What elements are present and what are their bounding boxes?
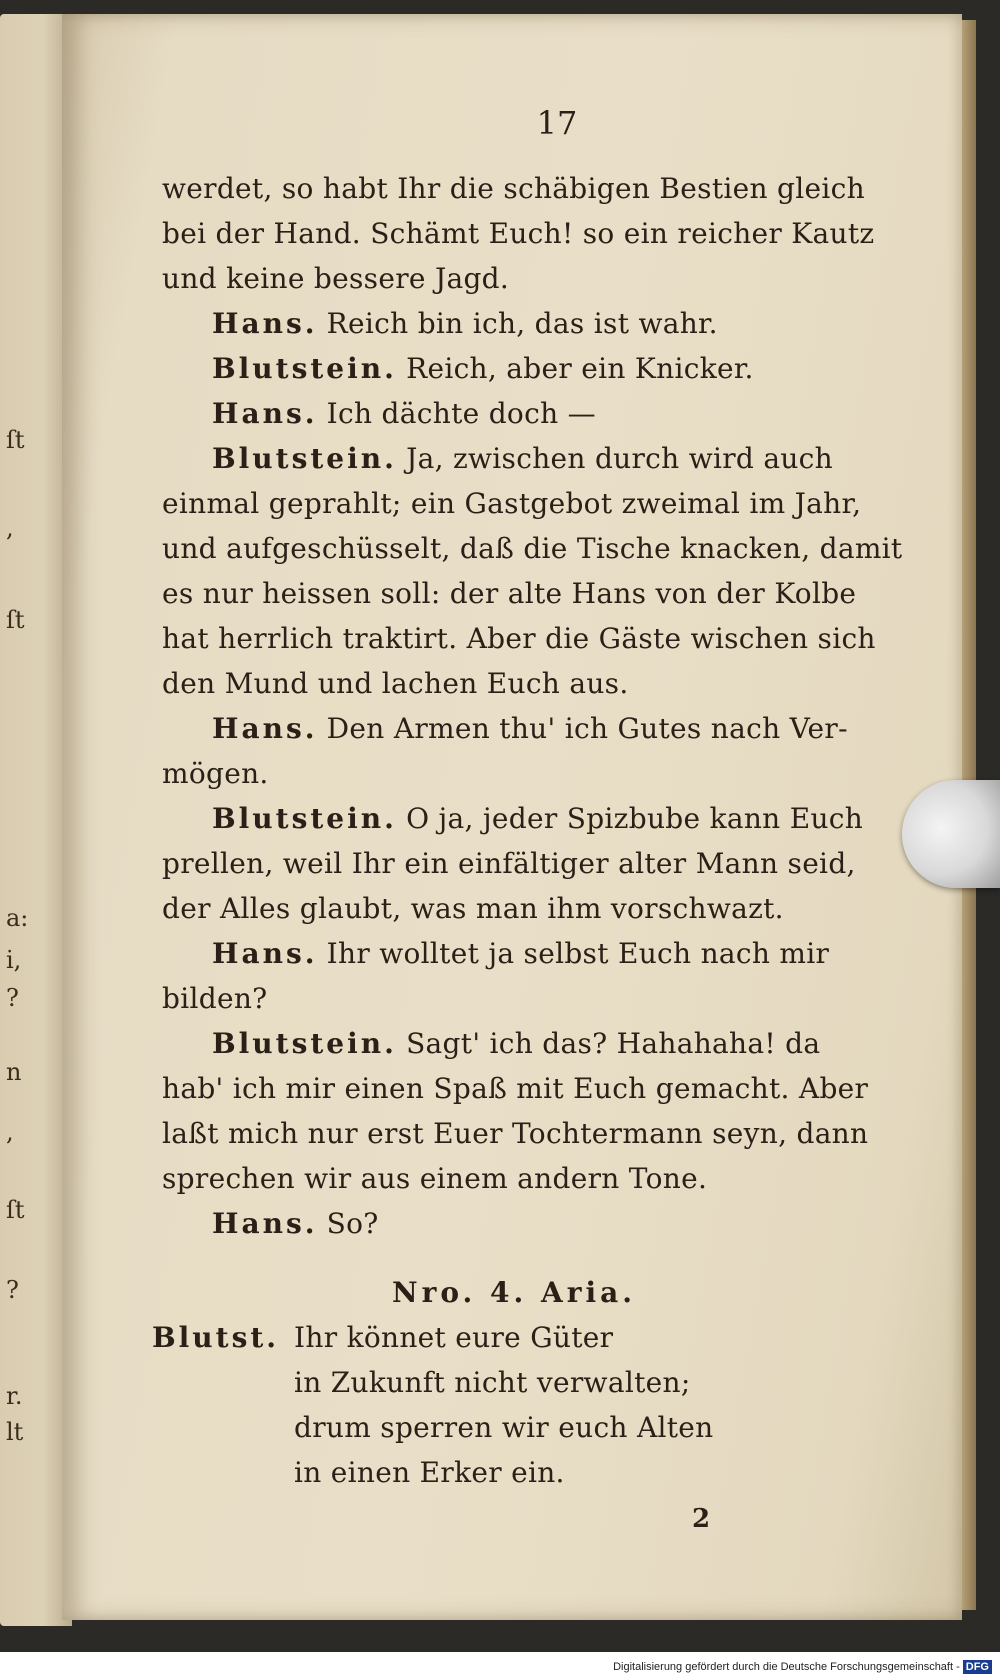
digitization-footer xyxy=(0,1652,1000,1675)
speaker-name: Blutstein. xyxy=(212,352,397,385)
text-line xyxy=(162,622,876,655)
previous-page-glyph: , xyxy=(6,1118,14,1146)
speaker-name: Hans. xyxy=(212,307,318,340)
previous-page-glyph: ? xyxy=(6,1276,19,1304)
text-line xyxy=(162,487,861,520)
dialogue-line xyxy=(212,1207,379,1240)
text-line xyxy=(162,757,269,790)
line-text: der Alles glaubt, was man ihm vorschwazt. xyxy=(162,892,784,925)
footer-text: Digitalisierung gefördert durch die Deutsche Forschungsgemeinschaft - xyxy=(613,1661,960,1673)
line-text: Ihr wolltet ja selbst Euch nach mir xyxy=(326,937,830,970)
aria-heading: Nro. 4. Aria. xyxy=(392,1276,637,1309)
previous-page-glyph: lt xyxy=(6,1418,24,1446)
line-text: O ja, jeder Spizbube kann Euch xyxy=(406,802,864,835)
text-line xyxy=(162,172,865,205)
line-text: mögen. xyxy=(162,757,269,790)
speaker-name: Blutstein. xyxy=(212,802,397,835)
text-line xyxy=(162,1162,707,1195)
speaker-name: Blutst. xyxy=(152,1321,280,1354)
text-line xyxy=(162,577,856,610)
dialogue-line xyxy=(212,937,829,970)
dfg-logo: DFG xyxy=(963,1660,992,1674)
page-clip xyxy=(902,780,1000,888)
previous-page-glyph: a: xyxy=(6,904,29,932)
dialogue-line xyxy=(212,442,833,475)
dialogue-line xyxy=(212,397,596,430)
text-line xyxy=(162,1117,868,1150)
dialogue-line xyxy=(212,802,863,835)
text-line xyxy=(162,217,874,250)
text-line xyxy=(162,532,903,565)
previous-page-glyph: i, xyxy=(6,946,22,974)
dialogue-line xyxy=(212,712,848,745)
line-text: und aufgeschüsselt, daß die Tische knacken, damit xyxy=(162,532,903,565)
aria-speaker xyxy=(152,1321,279,1354)
previous-page-glyph: ? xyxy=(6,984,19,1012)
line-text: Ja, zwischen durch wird auch xyxy=(406,442,833,475)
text-line xyxy=(162,667,629,700)
line-text: es nur heissen soll: der alte Hans von der Kolbe xyxy=(162,577,857,610)
previous-page-glyph: ſt xyxy=(6,606,25,634)
text-line xyxy=(162,262,509,295)
text-line xyxy=(162,982,267,1015)
dialogue-line xyxy=(212,307,718,340)
line-text: laßt mich nur erst Euer Tochtermann seyn, dann xyxy=(162,1117,869,1150)
previous-page-glyph: r. xyxy=(6,1382,23,1410)
book-page xyxy=(62,14,962,1620)
line-text: So? xyxy=(326,1207,379,1240)
line-text: Reich, aber ein Knicker. xyxy=(406,352,754,385)
line-text: den Mund und lachen Euch aus. xyxy=(162,667,629,700)
line-text: prellen, weil Ihr ein einfältiger alter Mann seid, xyxy=(162,847,856,880)
line-text: Den Armen thu' ich Gutes nach Ver- xyxy=(326,712,848,745)
line-text: Reich bin ich, das ist wahr. xyxy=(326,307,718,340)
speaker-name: Hans. xyxy=(212,937,318,970)
speaker-name: Hans. xyxy=(212,397,318,430)
line-text: hat herrlich traktirt. Aber die Gäste wischen sich xyxy=(162,622,876,655)
line-text: hab' ich mir einen Spaß mit Euch gemacht. Aber xyxy=(162,1072,869,1105)
line-text: werdet, so habt Ihr die schäbigen Bestien gleich xyxy=(162,172,865,205)
line-text: einmal geprahlt; ein Gastgebot zweimal im Jahr, xyxy=(162,487,862,520)
previous-page-glyph: n xyxy=(6,1058,22,1086)
dialogue-line xyxy=(212,1027,820,1060)
line-text: sprechen wir aus einem andern Tone. xyxy=(162,1162,708,1195)
speaker-name: Blutstein. xyxy=(212,1027,397,1060)
line-text: bilden? xyxy=(162,982,268,1015)
aria-verse-line: in einen Erker ein. xyxy=(294,1456,565,1489)
previous-page-glyph: ſt xyxy=(6,426,25,454)
footer-credit xyxy=(613,1657,996,1673)
speaker-name: Hans. xyxy=(212,1207,318,1240)
line-text: Sagt' ich das? Hahahaha! da xyxy=(406,1027,821,1060)
line-text: bei der Hand. Schämt Euch! so ein reicher Kautz xyxy=(162,217,875,250)
dialogue-line xyxy=(212,352,754,385)
text-line xyxy=(162,1072,868,1105)
line-text: und keine bessere Jagd. xyxy=(162,262,510,295)
speaker-name: Hans. xyxy=(212,712,318,745)
speaker-name: Blutstein. xyxy=(212,442,397,475)
aria-verse-line: Ihr könnet eure Güter xyxy=(294,1321,614,1354)
signature-mark: 2 xyxy=(692,1504,713,1534)
text-line xyxy=(162,892,784,925)
previous-page-glyph: ſt xyxy=(6,1196,25,1224)
text-line xyxy=(162,847,856,880)
previous-page-glyph: , xyxy=(6,514,14,542)
page-number: 17 xyxy=(536,104,578,142)
aria-verse-line: in Zukunft nicht verwalten; xyxy=(294,1366,691,1399)
aria-verse-line: drum sperren wir euch Alten xyxy=(294,1411,714,1444)
line-text: Ich dächte doch — xyxy=(326,397,596,430)
